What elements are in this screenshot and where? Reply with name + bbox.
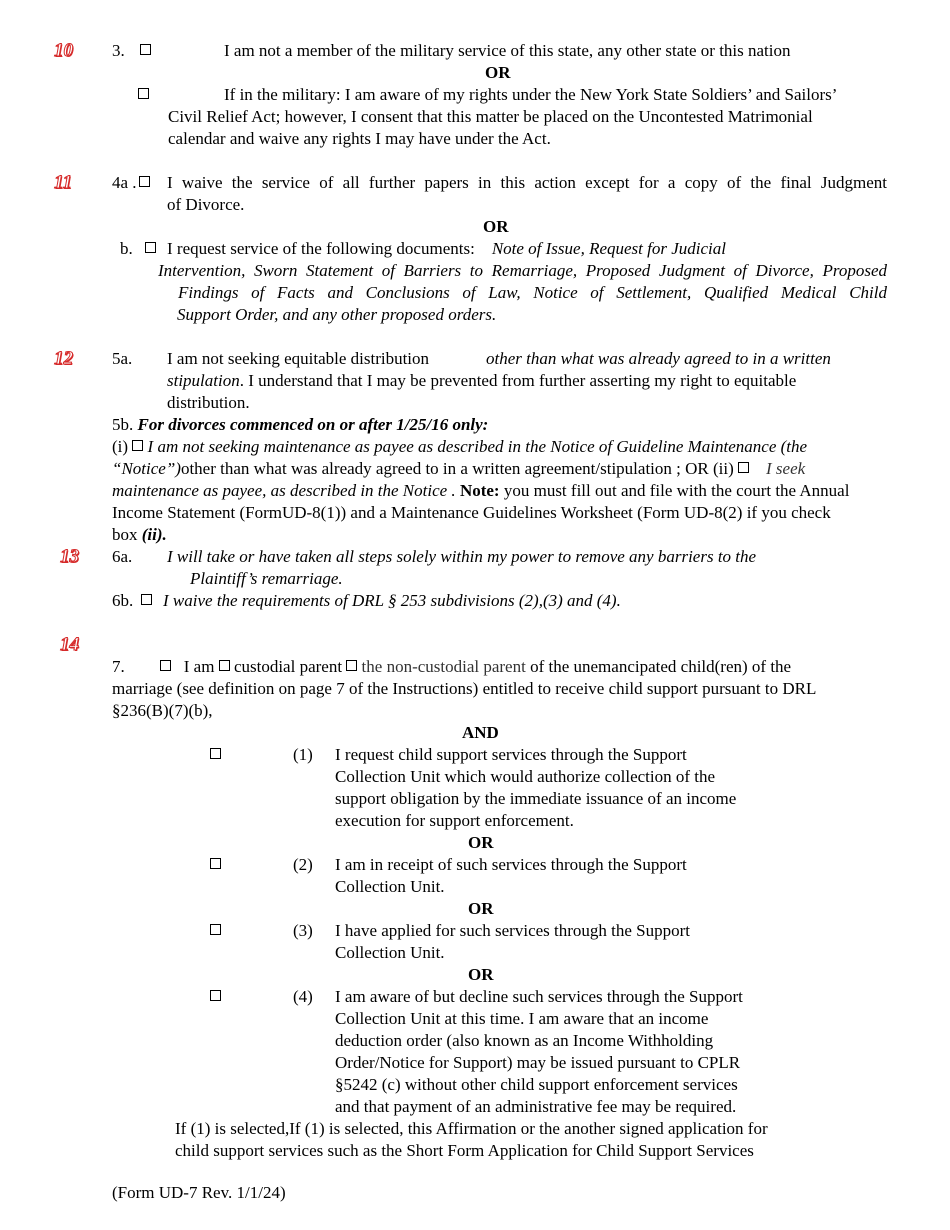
- option-3-label: (3): [293, 921, 313, 940]
- option-2-line-1: I am in receipt of such services through the Support: [335, 855, 687, 874]
- item-5b-heading: [112, 414, 488, 436]
- checkbox-request-service[interactable]: [145, 242, 156, 253]
- item-4b-line-1-italic: Note of Issue, Request for Judicial: [491, 239, 726, 258]
- item-5b-line-2-italic: “Notice”): [112, 459, 181, 478]
- checkbox-non-custodial-parent[interactable]: [346, 660, 357, 671]
- item-3-text: I am not a member of the military service of this state, any other state or this nation: [224, 41, 791, 60]
- checkbox-option-4[interactable]: [210, 990, 221, 1001]
- checkbox-custodial-parent[interactable]: [219, 660, 230, 671]
- or-label: OR: [468, 899, 494, 918]
- item-5b-line-5-plain: box: [112, 525, 138, 544]
- item-5b-line-3: [112, 480, 849, 502]
- checkbox-option-2[interactable]: [210, 858, 221, 869]
- option-4-line-3: deduction order (also known as an Income Withholding: [335, 1031, 714, 1050]
- checkbox-seek-maintenance[interactable]: [738, 462, 749, 473]
- item-4b-line-1-plain: I request service of the following documents:: [167, 239, 475, 258]
- item-3-alt-line-3: calendar and waive any rights I may have under the Act.: [168, 129, 551, 148]
- item-5a-number: 5a.: [112, 349, 133, 368]
- option-2-line-2: Collection Unit.: [335, 877, 445, 896]
- item-5a-line-2: [167, 370, 796, 392]
- item-7-line-3: §236(B)(7)(b),: [112, 701, 213, 720]
- item-5b-heading-text: For divorces commenced on or after 1/25/16 only:: [137, 415, 489, 434]
- checkbox-item-7[interactable]: [160, 660, 171, 671]
- or-label: OR: [468, 965, 494, 984]
- closing-line-2: child support services such as the Short Form Application for Child Support Services: [175, 1141, 754, 1160]
- option-4-line-4: Order/Notice for Support) may be issued pursuant to CPLR: [335, 1053, 741, 1072]
- or-label: OR: [485, 63, 511, 82]
- item-4b-line-1: [167, 238, 726, 260]
- item-7-line-2: marriage (see definition on page 7 of the Instructions) entitled to receive child support pursuant to DRL: [112, 679, 817, 698]
- item-6a-number: 6a.: [112, 547, 133, 566]
- item-4b-line-2: Intervention, Sworn Statement of Barriers to Remarriage, Proposed Judgment of Divorce, Proposed: [158, 261, 887, 280]
- item-4b-line-4: Support Order, and any other proposed orders.: [177, 305, 497, 324]
- margin-marker-10: 10: [54, 40, 73, 61]
- and-label: AND: [462, 723, 499, 742]
- option-4-line-6: and that payment of an administrative fee may be required.: [335, 1097, 737, 1116]
- item-6b-line-1: I waive the requirements of DRL § 253 subdivisions (2),(3) and (4).: [163, 591, 621, 610]
- option-4-line-2: Collection Unit at this time. I am aware that an income: [335, 1009, 709, 1028]
- item-5a-line-2-italic: stipulation: [167, 371, 240, 390]
- item-5b-line-2-plain: other than what was already agreed to in a written agreement/stipulation ; OR (ii): [180, 459, 734, 478]
- item-5b-line-2-italic-2: I seek: [766, 459, 806, 478]
- item-3-alt-line-2: Civil Relief Act; however, I consent that this matter be placed on the Uncontested Matrimonial: [168, 107, 813, 126]
- option-1-line-2: Collection Unit which would authorize collection of the: [335, 767, 716, 786]
- item-5b-number: 5b.: [112, 415, 134, 434]
- option-i-label: (i): [112, 437, 129, 456]
- item-5a-line-3: distribution.: [167, 393, 250, 412]
- item-4b-number: b.: [120, 239, 133, 258]
- option-1-label: (1): [293, 745, 313, 764]
- item-6a-line-1: I will take or have taken all steps solely within my power to remove any barriers to the: [167, 547, 757, 566]
- option-4-line-5: §5242 (c) without other child support enforcement services: [335, 1075, 738, 1094]
- item-4a-number: 4a .: [112, 173, 137, 192]
- margin-marker-12: 12: [54, 348, 73, 369]
- item-7-line-1-b: custodial parent: [233, 657, 343, 676]
- option-3-line-1: I have applied for such services through the Support: [335, 921, 691, 940]
- item-5b-line-1: [112, 436, 807, 458]
- closing-line-1: If (1) is selected,If (1) is selected, this Affirmation or the another signed application for: [175, 1119, 768, 1138]
- item-7-line-1-c: the non-custodial parent: [361, 657, 526, 676]
- item-5b-line-3-plain: you must fill out and file with the court the Annual: [503, 481, 850, 500]
- option-1-line-1: I request child support services through the Support: [335, 745, 687, 764]
- checkbox-waive-drl-253[interactable]: [141, 594, 152, 605]
- checkbox-in-military[interactable]: [138, 88, 149, 99]
- item-5b-line-4: Income Statement (FormUD-8(1)) and a Maintenance Guidelines Worksheet (Form UD-8(2) if you check: [112, 503, 831, 522]
- item-5b-line-5: [112, 524, 167, 546]
- item-5a-line-2-plain: . I understand that I may be prevented from further asserting my right to equitable: [239, 371, 797, 390]
- item-4a-line-1: I waive the service of all further papers in this action except for a copy of the final Judgment: [167, 173, 887, 192]
- item-5b-line-3-italic: maintenance as payee, as described in the Notice .: [112, 481, 456, 500]
- item-5b-line-2: [112, 458, 805, 480]
- option-4-line-1: I am aware of but decline such services through the Support: [335, 987, 743, 1006]
- item-7-line-1-d: of the unemancipated child(ren) of the: [530, 657, 792, 676]
- margin-marker-11: 11: [54, 172, 72, 193]
- item-3-alt-line-1: If in the military: I am aware of my rights under the New York State Soldiers’ and Sailors’: [224, 85, 838, 104]
- option-1-line-3: support obligation by the immediate issuance of an income: [335, 789, 737, 808]
- item-5b-line-1-italic: I am not seeking maintenance as payee as described in the Notice of Guideline Maintenance (the: [147, 437, 808, 456]
- checkbox-not-military[interactable]: [140, 44, 151, 55]
- item-7-number: 7.: [112, 657, 125, 676]
- item-3-number: 3.: [112, 41, 125, 60]
- option-1-line-4: execution for support enforcement.: [335, 811, 574, 830]
- checkbox-waive-service[interactable]: [139, 176, 150, 187]
- item-7-line-1: [160, 656, 791, 678]
- option-2-label: (2): [293, 855, 313, 874]
- option-3-line-2: Collection Unit.: [335, 943, 445, 962]
- checkbox-option-3[interactable]: [210, 924, 221, 935]
- option-4-label: (4): [293, 987, 313, 1006]
- item-4a-line-2: of Divorce.: [167, 195, 245, 214]
- margin-marker-14: 14: [60, 634, 79, 655]
- item-4b-line-3: Findings of Facts and Conclusions of Law, Notice of Settlement, Qualified Medical Child: [178, 283, 887, 302]
- note-label: Note:: [459, 481, 500, 500]
- item-5a-line-1-plain: I am not seeking equitable distribution: [167, 349, 430, 368]
- or-label: OR: [468, 833, 494, 852]
- item-6b-number: 6b.: [112, 591, 134, 610]
- margin-marker-13: 13: [60, 546, 79, 567]
- checkbox-not-seeking-maintenance[interactable]: [132, 440, 143, 451]
- checkbox-option-1[interactable]: [210, 748, 221, 759]
- item-6a-line-2: Plaintiff’s remarriage.: [190, 569, 343, 588]
- item-7-line-1-a: I am: [183, 657, 215, 676]
- or-label: OR: [483, 217, 509, 236]
- item-5b-line-5-bold-italic: (ii).: [141, 525, 167, 544]
- item-5a-line-1-italic: other than what was already agreed to in a written: [486, 349, 831, 368]
- form-footer: (Form UD-7 Rev. 1/1/24): [112, 1183, 286, 1202]
